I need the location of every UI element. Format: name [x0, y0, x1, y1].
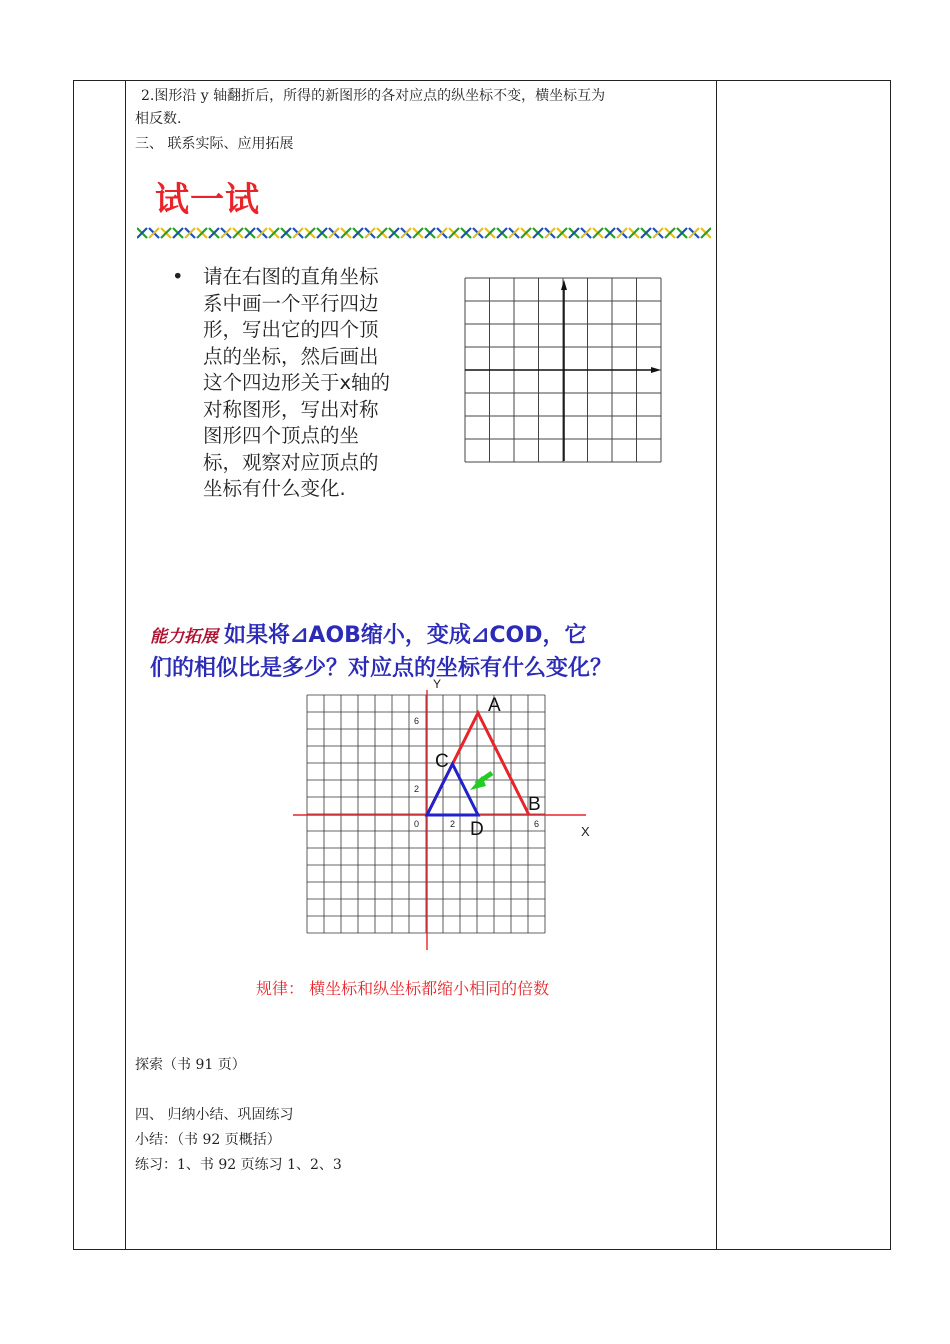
y-axis-label: Y	[433, 678, 442, 691]
y-axis-arrow-icon	[561, 280, 567, 290]
exercise-note: 练习：1、书 92 页练习 1、2、3	[135, 1157, 342, 1173]
try-line: 对称图形，写出对称	[203, 397, 379, 421]
ability-extension	[150, 620, 612, 685]
point-c-label: C	[435, 751, 449, 772]
point-d-label: D	[470, 819, 484, 840]
x-axis-arrow-icon	[651, 367, 661, 373]
try-instructions	[172, 264, 391, 503]
ability-question-line1: 如果将⊿AOB缩小，变成⊿COD，它	[224, 623, 587, 648]
ability-tag: 能力拓展	[150, 627, 218, 647]
similarity-graph	[290, 678, 600, 954]
try-line: 图形四个顶点的坐	[203, 424, 360, 447]
try-line: 点的坐标，然后画出	[203, 344, 379, 368]
try-title: 试一试	[155, 180, 260, 220]
fold-rule-line1: 2.图形沿 y 轴翻折后，所得的新图形的各对应点的纵坐标不变，横坐标互为	[141, 88, 606, 104]
tick-y6: 6	[414, 716, 420, 726]
blank-coordinate-grid	[464, 277, 664, 463]
section-heading-4: 四、 归纳小结、巩固练习	[135, 1107, 294, 1123]
tick-origin: 0	[414, 819, 420, 829]
point-b-label: B	[528, 794, 541, 815]
try-line: 系中画一个平行四边	[203, 291, 379, 315]
bullet-icon: •	[172, 265, 184, 288]
try-line: 坐标有什么变化.	[203, 477, 346, 500]
tick-x2: 2	[450, 819, 456, 829]
x-axis-label: X	[581, 824, 590, 839]
try-line: 请在右图的直角坐标	[203, 265, 379, 288]
column-divider-right	[716, 80, 717, 1250]
tick-x6: 6	[534, 819, 540, 829]
ability-question-line2: 们的相似比是多少？对应点的坐标有什么变化？	[150, 656, 613, 681]
try-line: 这个四边形关于x轴的	[203, 371, 391, 394]
explore-note: 探索（书 91 页）	[135, 1057, 246, 1073]
summary-note: 小结：（书 92 页概括）	[135, 1132, 281, 1148]
point-a-label: A	[488, 695, 501, 716]
try-line: 标，观察对应顶点的	[203, 450, 379, 474]
column-divider-left	[125, 80, 126, 1250]
section-heading-3: 三、 联系实际、应用拓展	[135, 136, 294, 152]
rule-statement: 规律： 横坐标和纵坐标都缩小相同的倍数	[256, 979, 550, 998]
decorative-stripe	[137, 227, 711, 239]
try-line: 形，写出它的四个顶	[203, 318, 379, 341]
tick-y2: 2	[414, 784, 420, 794]
fold-rule-line2: 相反数.	[135, 111, 182, 127]
